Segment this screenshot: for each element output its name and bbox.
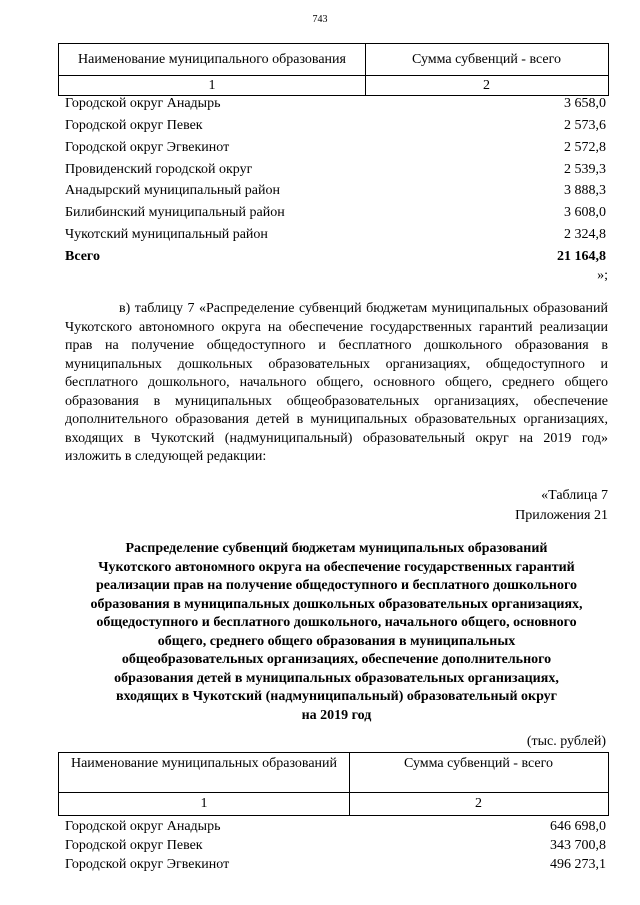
table-row — [65, 855, 606, 875]
row-name: Городской округ Анадырь — [65, 819, 221, 834]
table1-total-row — [65, 246, 606, 268]
title-line: входящих в Чукотский (надмуниципальный) образовательный округ — [115, 689, 558, 704]
table1-colnum-2: 2 — [483, 77, 490, 93]
row-value: 3 888,3 — [564, 183, 606, 198]
table1-header — [58, 43, 609, 75]
table-row — [65, 202, 606, 224]
table-label — [515, 486, 608, 526]
table-row — [65, 93, 606, 115]
table-row — [65, 115, 606, 137]
table1-header-sum: Сумма субвенций - всего — [411, 51, 561, 67]
table-label-line1: «Таблица 7 — [541, 488, 608, 503]
table-title — [65, 540, 608, 725]
table2-header-sum: Сумма субвенций - всего — [403, 756, 553, 771]
row-value: 2 573,6 — [564, 118, 606, 133]
table2-colnum-2: 2 — [475, 796, 482, 811]
table-row — [65, 180, 606, 202]
table-row — [65, 817, 606, 837]
table2-header-name: Наименование муниципальных образований — [70, 756, 338, 771]
row-name: Городской округ Эгвекинот — [65, 140, 230, 155]
row-name: Билибинский муниципальный район — [65, 205, 285, 220]
total-label: Всего — [65, 249, 100, 264]
table-label-line2: Приложения 21 — [515, 508, 608, 523]
row-name: Анадырский муниципальный район — [65, 183, 280, 198]
amendment-paragraph: в) таблицу 7 «Распределение субвенций бюджетам муниципальных образований Чукотского автономного округа на обеспечение государственных гарантий реализации прав на получение общедоступного и бесплатного дошкольного образования в муниципальных дошкольных образовательных организациях, общедоступного и бесплатного дошкольного, начального общего, основного общего, среднего общего образования в муниципальных общеобразовательных организациях, обеспечение дополнительного образования детей в муниципальных образовательных организациях, входящих в Чукотский (надмуниципальный) образовательный округ на 2019 год» изложить в следующей редакции: — [65, 301, 608, 464]
row-name: Городской округ Эгвекинот — [65, 857, 230, 872]
table2-colnum-1: 1 — [200, 796, 208, 811]
row-value: 3 658,0 — [564, 96, 606, 111]
table-row — [65, 159, 606, 181]
units-label: (тыс. рублей) — [526, 734, 606, 749]
row-name: Провиденский городской округ — [65, 162, 253, 177]
row-value: 2 572,8 — [564, 140, 606, 155]
row-value: 3 608,0 — [564, 205, 606, 220]
row-value: 646 698,0 — [550, 819, 606, 834]
title-line: Распределение субвенций бюджетам муниципальных образований — [125, 541, 548, 556]
table1-header-name: Наименование муниципального образования — [78, 51, 346, 67]
table2-header — [58, 752, 609, 792]
title-line: реализации прав на получение общедоступного и бесплатного дошкольного — [96, 578, 577, 593]
row-value: 496 273,1 — [550, 857, 606, 872]
row-name: Городской округ Анадырь — [65, 96, 221, 111]
page-number: 743 — [312, 14, 328, 25]
title-line: общеобразовательных организациях, обеспечение дополнительного — [121, 652, 552, 667]
title-line: Чукотского автономного округа на обеспечение государственных гарантий — [98, 559, 575, 575]
row-value: 2 539,3 — [564, 162, 606, 177]
title-line: общедоступного и бесплатного дошкольного, начального общего, основного — [96, 615, 577, 630]
row-name: Чукотский муниципальный район — [65, 227, 268, 242]
title-line: образования детей в муниципальных образовательных организациях, — [114, 670, 559, 686]
row-name: Городской округ Певек — [65, 118, 203, 133]
title-line: общего, среднего общего образования в муниципальных — [157, 633, 516, 649]
table-row — [65, 137, 606, 159]
closing-quote: »; — [597, 268, 608, 283]
row-name: Городской округ Певек — [65, 838, 203, 853]
total-value: 21 164,8 — [557, 249, 606, 264]
table-row — [65, 224, 606, 246]
row-value: 2 324,8 — [564, 227, 606, 242]
title-line: на 2019 год — [301, 707, 372, 723]
row-value: 343 700,8 — [550, 838, 606, 853]
title-line: образования в муниципальных дошкольных образовательных организациях, — [90, 596, 583, 612]
table-row — [65, 836, 606, 856]
table1-colnum-1: 1 — [208, 77, 216, 93]
table2-column-numbers — [58, 792, 609, 816]
